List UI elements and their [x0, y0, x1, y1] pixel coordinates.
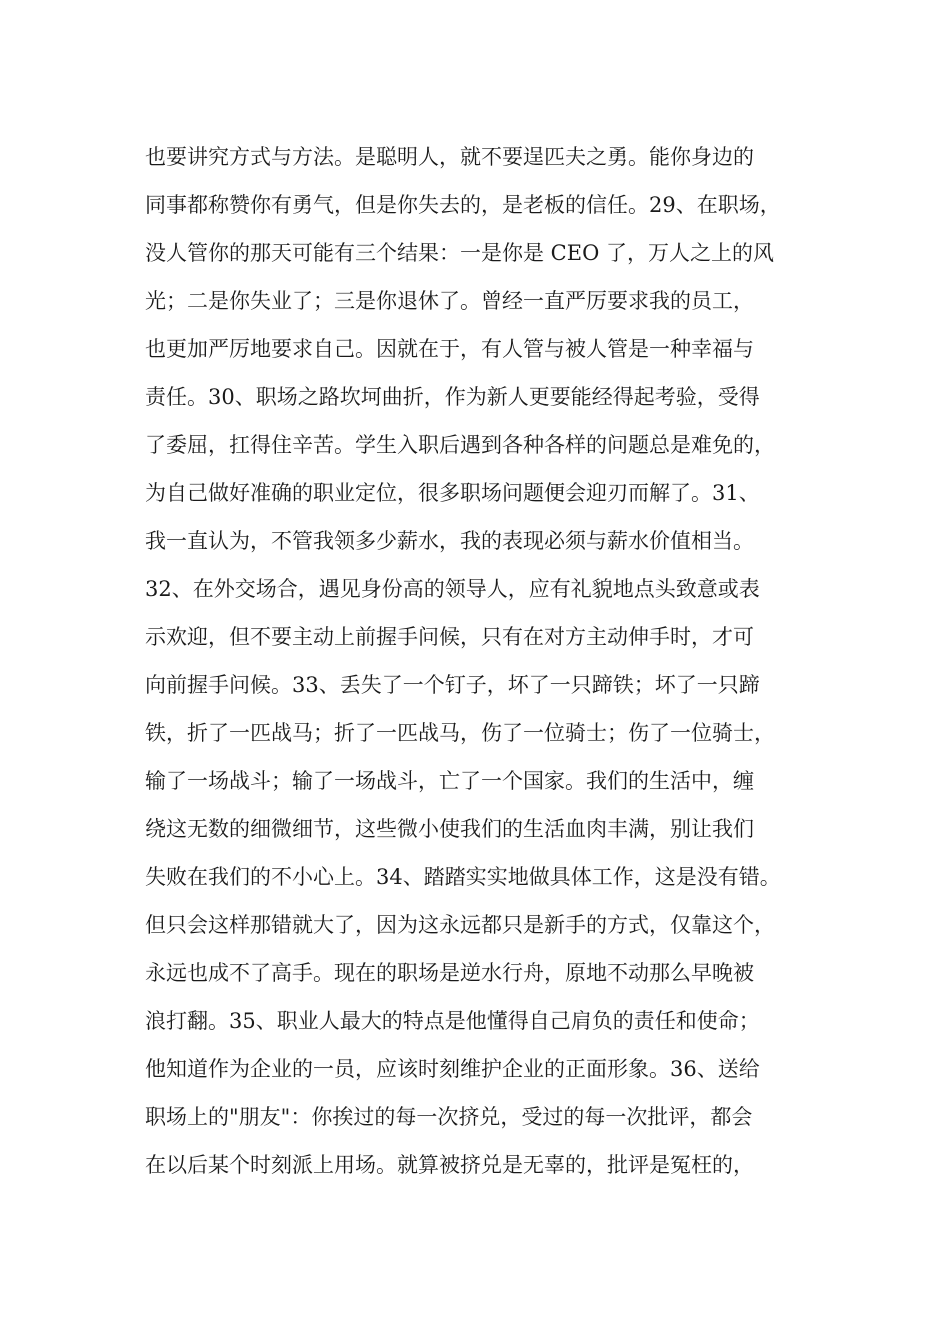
text-line: 也更加严厉地要求自己。因就在于，有人管与被人管是一种幸福与	[145, 337, 754, 361]
text-line: 铁，折了一匹战马；折了一匹战马，伤了一位骑士；伤了一位骑士，	[145, 721, 775, 745]
text-line: 我一直认为，不管我领多少薪水，我的表现必须与薪水价值相当。	[145, 529, 754, 553]
text-line: 了委屈，扛得住辛苦。学生入职后遇到各种各样的问题总是难免的，	[145, 433, 775, 457]
text-line: 永远也成不了高手。现在的职场是逆水行舟，原地不动那么早晚被	[145, 961, 754, 985]
text-line: 同事都称赞你有勇气，但是你失去的，是老板的信任。29、在职场，	[145, 193, 781, 217]
text-line: 为自己做好准确的职业定位，很多职场问题便会迎刃而解了。31、	[145, 481, 760, 505]
text-line: 责任。30、职场之路坎坷曲折，作为新人更要能经得起考验，受得	[145, 385, 760, 409]
body-text	[145, 133, 825, 1189]
text-line: 浪打翻。35、职业人最大的特点是他懂得自己肩负的责任和使命；	[145, 1009, 760, 1033]
text-line: 绕这无数的细微细节，这些微小使我们的生活血肉丰满，别让我们	[145, 817, 754, 841]
text-line: 失败在我们的不小心上。34、踏踏实实地做具体工作，这是没有错。	[145, 865, 781, 889]
text-line: 没人管你的那天可能有三个结果：一是你是 CEO 了，万人之上的风	[145, 241, 774, 265]
text-line: 向前握手问候。33、丢失了一个钉子，坏了一只蹄铁；坏了一只蹄	[145, 673, 760, 697]
text-line: 光；二是你失业了；三是你退休了。曾经一直严厉要求我的员工，	[145, 289, 754, 313]
text-line: 32、在外交场合，遇见身份高的领导人，应有礼貌地点头致意或表	[145, 577, 760, 601]
text-line: 输了一场战斗；输了一场战斗，亡了一个国家。我们的生活中，缠	[145, 769, 754, 793]
text-line: 但只会这样那错就大了，因为这永远都只是新手的方式，仅靠这个，	[145, 913, 775, 937]
text-line: 他知道作为企业的一员，应该时刻维护企业的正面形象。36、送给	[145, 1057, 760, 1081]
text-line: 也要讲究方式与方法。是聪明人，就不要逞匹夫之勇。能你身边的	[145, 145, 754, 169]
text-line: 示欢迎，但不要主动上前握手问候，只有在对方主动伸手时，才可	[145, 625, 754, 649]
text-line: 职场上的"朋友"：你挨过的每一次挤兑，受过的每一次批评，都会	[145, 1105, 753, 1129]
text-line: 在以后某个时刻派上用场。就算被挤兑是无辜的，批评是冤枉的，	[145, 1153, 754, 1177]
